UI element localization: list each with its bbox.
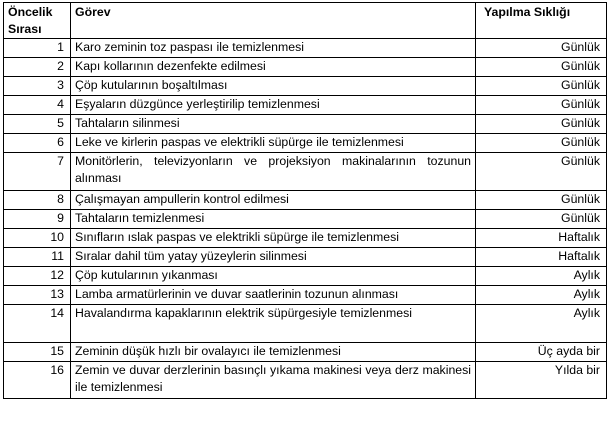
row-priority: 5	[4, 115, 71, 134]
table-row	[4, 191, 607, 210]
row-task: Kapı kollarının dezenfekte edilmesi	[71, 58, 476, 77]
table-row	[4, 362, 607, 399]
row-task: Havalandırma kapaklarının elektrik süpürgesiyle temizlenmesi	[71, 305, 476, 343]
header-task: Görev	[71, 3, 476, 39]
row-task: Çöp kutularının boşaltılması	[71, 77, 476, 96]
table-header-row	[4, 3, 607, 39]
row-frequency: Günlük	[476, 153, 607, 191]
row-frequency: Günlük	[476, 58, 607, 77]
row-task: Karo zeminin toz paspası ile temizlenmesi	[71, 39, 476, 58]
row-frequency: Günlük	[476, 96, 607, 115]
table-row	[4, 77, 607, 96]
header-frequency: Yapılma Sıklığı	[476, 3, 607, 39]
row-priority: 8	[4, 191, 71, 210]
row-priority: 4	[4, 96, 71, 115]
table-row	[4, 134, 607, 153]
row-priority: 2	[4, 58, 71, 77]
header-priority	[4, 3, 71, 39]
row-task: Çöp kutularının yıkanması	[71, 267, 476, 286]
row-frequency: Yılda bir	[476, 362, 607, 399]
row-frequency: Aylık	[476, 286, 607, 305]
table-row	[4, 229, 607, 248]
row-frequency: Aylık	[476, 267, 607, 286]
row-task: Monitörlerin, televizyonların ve projeksiyon makinalarının tozunun alınması	[71, 153, 476, 191]
cleaning-schedule-table	[3, 2, 607, 399]
row-frequency: Günlük	[476, 191, 607, 210]
table-row	[4, 39, 607, 58]
row-frequency: Aylık	[476, 305, 607, 343]
row-task: Eşyaların düzgünce yerleştirilip temizlenmesi	[71, 96, 476, 115]
table-row	[4, 267, 607, 286]
row-task: Tahtaların silinmesi	[71, 115, 476, 134]
row-task: Leke ve kirlerin paspas ve elektrikli süpürge ile temizlenmesi	[71, 134, 476, 153]
table-row	[4, 305, 607, 343]
table-row	[4, 286, 607, 305]
header-priority-line2: Sırası	[8, 21, 42, 36]
row-frequency: Günlük	[476, 115, 607, 134]
row-frequency: Günlük	[476, 210, 607, 229]
row-priority: 7	[4, 153, 71, 191]
row-priority: 1	[4, 39, 71, 58]
row-frequency: Günlük	[476, 39, 607, 58]
row-task: Zeminin düşük hızlı bir ovalayıcı ile temizlenmesi	[71, 343, 476, 362]
row-priority: 13	[4, 286, 71, 305]
row-frequency: Haftalık	[476, 248, 607, 267]
header-priority-line1: Öncelik	[8, 5, 53, 19]
row-frequency: Günlük	[476, 134, 607, 153]
table-row	[4, 115, 607, 134]
table-row	[4, 96, 607, 115]
row-task: Sınıfların ıslak paspas ve elektrikli süpürge ile temizlenmesi	[71, 229, 476, 248]
row-frequency: Günlük	[476, 77, 607, 96]
row-task: Zemin ve duvar derzlerinin basınçlı yıkama makinesi veya derz makinesi ile temizlenmesi	[71, 362, 476, 399]
cleaning-schedule-table-wrapper	[3, 2, 607, 399]
row-priority: 10	[4, 229, 71, 248]
table-row	[4, 153, 607, 191]
row-frequency: Haftalık	[476, 229, 607, 248]
row-priority: 12	[4, 267, 71, 286]
table-row	[4, 248, 607, 267]
table-row	[4, 343, 607, 362]
row-priority: 6	[4, 134, 71, 153]
row-priority: 11	[4, 248, 71, 267]
row-task: Çalışmayan ampullerin kontrol edilmesi	[71, 191, 476, 210]
row-priority: 14	[4, 305, 71, 343]
row-task: Sıralar dahil tüm yatay yüzeylerin silinmesi	[71, 248, 476, 267]
row-task: Lamba armatürlerinin ve duvar saatlerinin tozunun alınması	[71, 286, 476, 305]
table-row	[4, 210, 607, 229]
table-row	[4, 58, 607, 77]
row-task: Tahtaların temizlenmesi	[71, 210, 476, 229]
row-priority: 9	[4, 210, 71, 229]
row-priority: 15	[4, 343, 71, 362]
row-frequency: Üç ayda bir	[476, 343, 607, 362]
row-priority: 16	[4, 362, 71, 399]
row-priority: 3	[4, 77, 71, 96]
